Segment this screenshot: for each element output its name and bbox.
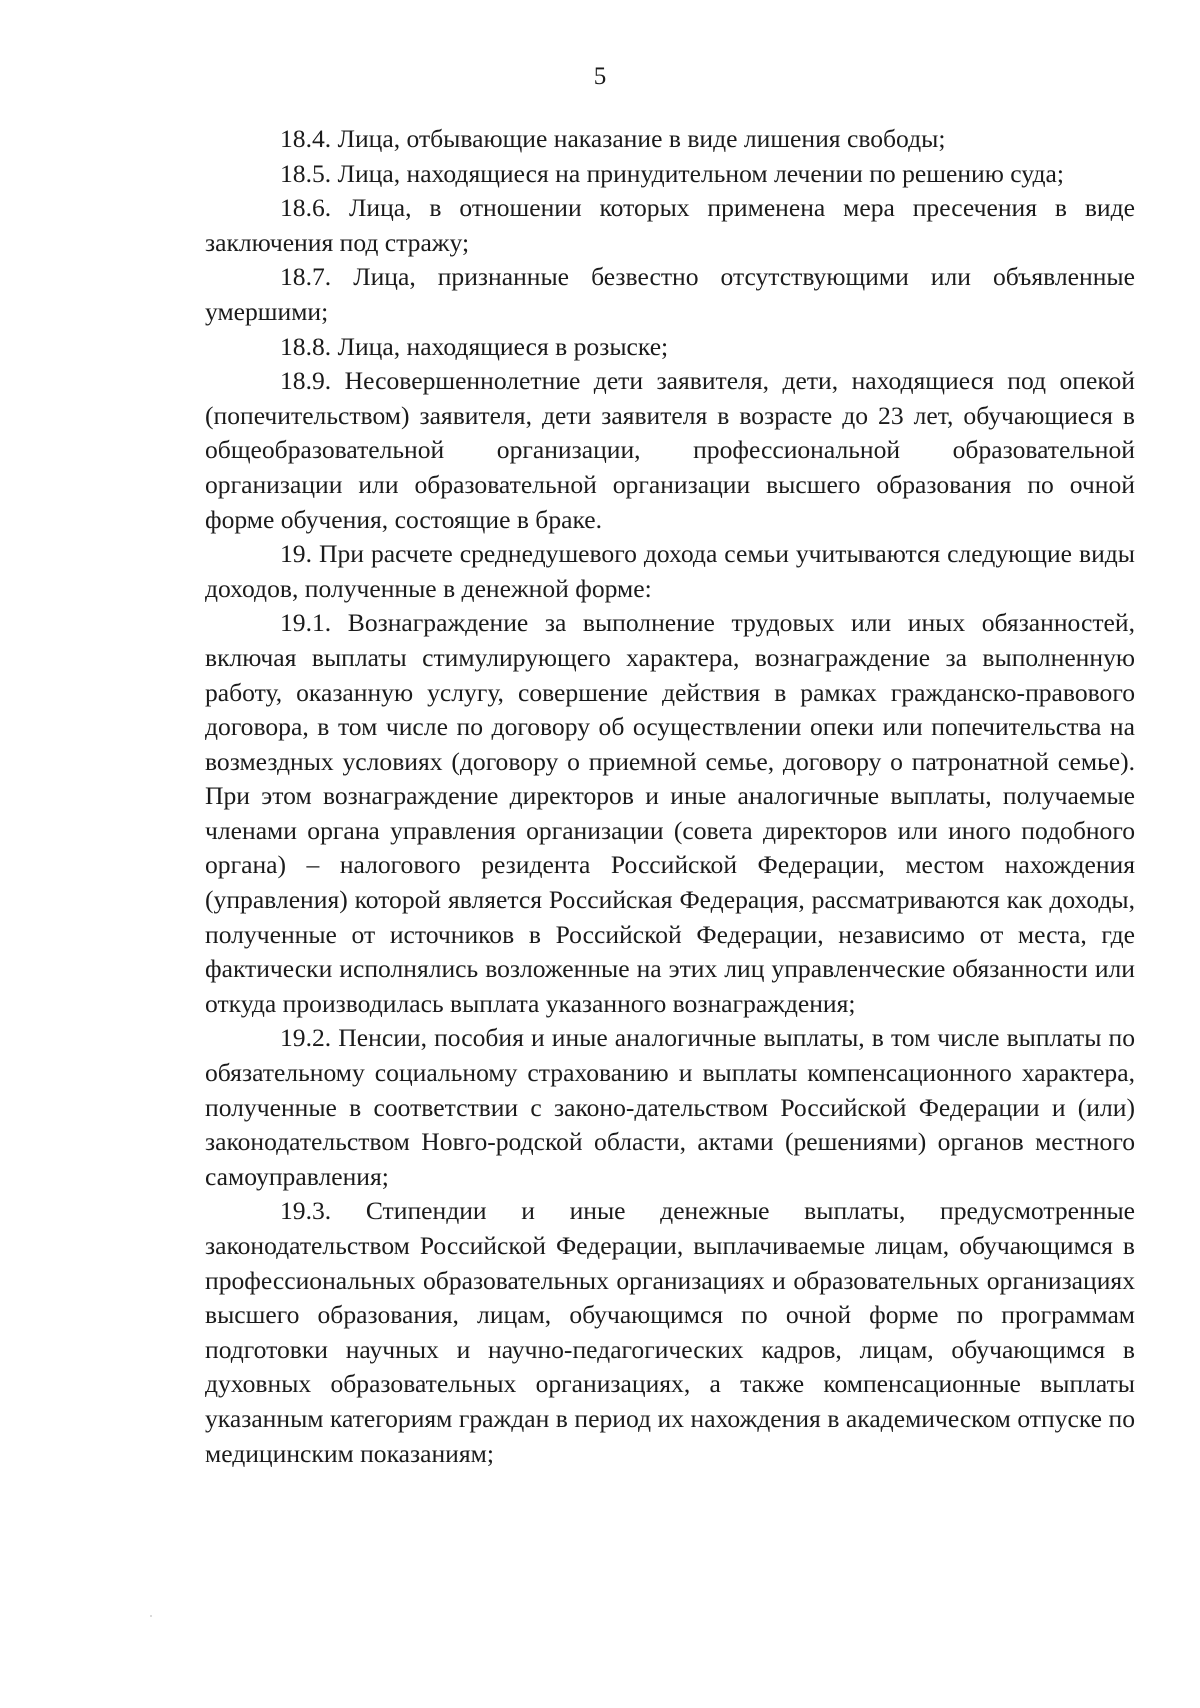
paragraph-19-1: 19.1. Вознаграждение за выполнение трудовых или иных обязанностей, включая выплаты стимулирующего характера, вознаграждение за выполненную работу, оказанную услугу, совершение действия в рамках гражданско-правового договора, в том числе по договору об осуществлении опеки или попечительства на возмездных условиях (договору о приемной семье, договору о патронатной семье). При этом вознаграждение директоров и иные аналогичные выплаты, получаемые членами органа управления организации (совета директоров или иного подобного органа) – налогового резидента Российской Федерации, местом нахождения (управления) которой является Российская Федерация, рассматриваются как доходы, полученные от источников в Российской Федерации, независимо от места, где фактически исполнялись возложенные на этих лиц управленческие обязанности или откуда производилась выплата указанного вознаграждения; (205, 608, 1135, 1018)
paragraph-18-7: 18.7. Лица, признанные безвестно отсутствующими или объявленные умершими; (205, 262, 1135, 326)
paragraph-19-3: 19.3. Стипендии и иные денежные выплаты, предусмотренные законодательством Российской Федерации, выплачиваемые лицам, обучающимся в профессиональных образовательных организациях и образовательных организациях высшего образования, лицам, обучающимся по очной форме по программам подготовки научных и научно-педагогических кадров, лицам, обучающимся в духовных образовательных организациях, а также компенсационные выплаты указанным категориям граждан в период их нахождения в академическом отпуске по медицинским показаниям; (205, 1196, 1135, 1468)
paragraph-18-5: 18.5. Лица, находящиеся на принудительном лечении по решению суда; (280, 158, 1064, 188)
paragraph-19: 19. При расчете среднедушевого дохода семьи учитываются следующие виды доходов, полученные в денежной форме: (205, 539, 1135, 603)
paragraph-18-6: 18.6. Лица, в отношении которых применена мера пресечения в виде заключения под стражу; (205, 193, 1135, 257)
page-number: 5 (593, 63, 607, 90)
paragraph-18-8: 18.8. Лица, находящиеся в розыске; (280, 331, 669, 361)
paragraph-18-9: 18.9. Несовершеннолетние дети заявителя, дети, находящиеся под опекой (попечительством) заявителя, дети заявителя в возрасте до 23 лет, обучающиеся в общеобразовательной организации, профессиональной образовательной организации или образовательной организации высшего образования по очной форме обучения, состоящие в браке. (205, 366, 1135, 534)
document-body (205, 122, 1135, 1471)
paragraph-18-4: 18.4. Лица, отбывающие наказание в виде лишения свободы; (280, 124, 946, 153)
scan-speck (150, 1615, 152, 1617)
paragraph-19-2: 19.2. Пенсии, пособия и иные аналогичные выплаты, в том числе выплаты по обязательному социальному страхованию и выплаты компенсационного характера, полученные в соответствии с законо-дательством Российской Федерации и (или) законодательством Новго-родской области, актами (решениями) органов местного самоуправления; (205, 1023, 1135, 1191)
